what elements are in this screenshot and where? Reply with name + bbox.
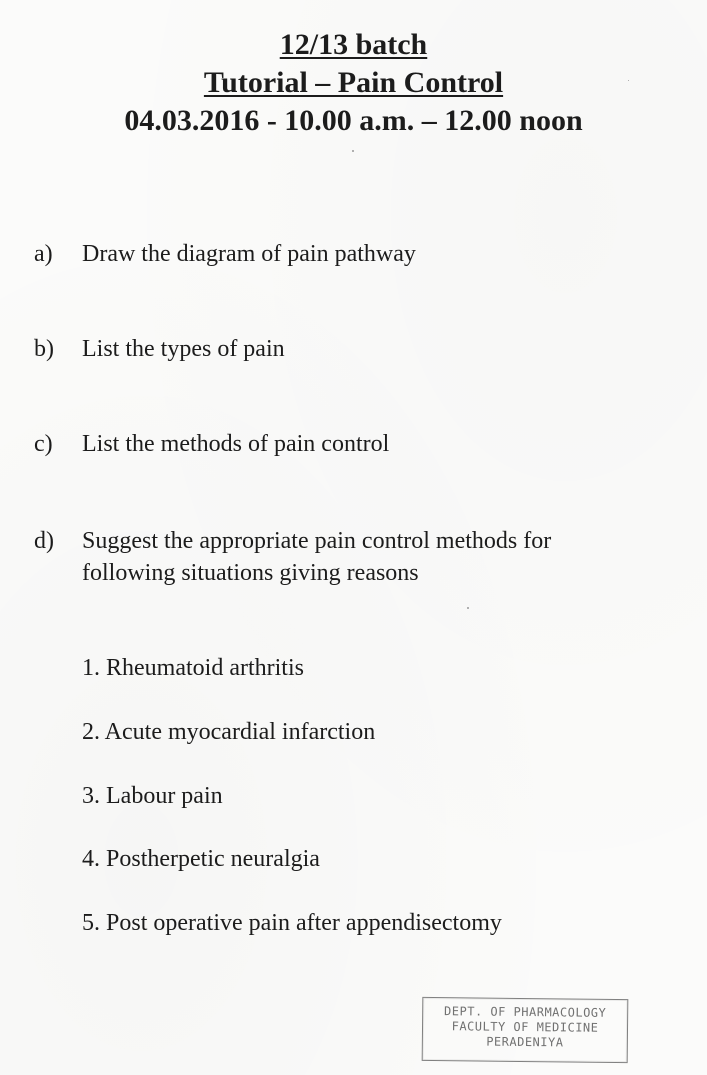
stamp-line: DEPT. OF PHARMACOLOGY bbox=[444, 1004, 607, 1020]
document-header bbox=[0, 26, 707, 140]
list-item: 5. Post operative pain after appendisectomy bbox=[82, 910, 502, 936]
list-item: 3. Labour pain bbox=[82, 783, 223, 809]
scan-speck bbox=[352, 150, 354, 152]
scan-speck bbox=[628, 80, 629, 81]
stamp-line: PERADENIYA bbox=[486, 1034, 564, 1050]
question-text: List the types of pain bbox=[82, 336, 285, 362]
list-item: 1. Rheumatoid arthritis bbox=[82, 655, 304, 681]
question-label: b) bbox=[34, 336, 54, 362]
question-label: d) bbox=[34, 528, 54, 554]
question-text: Suggest the appropriate pain control methods for following situations giving reasons bbox=[82, 528, 552, 586]
stamp-line: FACULTY OF MEDICINE bbox=[451, 1019, 599, 1035]
question-label: a) bbox=[34, 241, 53, 267]
question-text: List the methods of pain control bbox=[82, 431, 390, 457]
list-item: 4. Postherpetic neuralgia bbox=[82, 846, 320, 872]
question-text: Draw the diagram of pain pathway bbox=[82, 241, 416, 267]
department-stamp bbox=[422, 997, 629, 1063]
list-item: 2. Acute myocardial infarction bbox=[82, 719, 376, 745]
session-datetime: 04.03.2016 - 10.00 a.m. – 12.00 noon bbox=[124, 104, 583, 137]
scan-speck bbox=[467, 607, 469, 609]
question-label: c) bbox=[34, 431, 53, 457]
batch-heading: 12/13 batch bbox=[279, 28, 428, 61]
tutorial-title: Tutorial – Pain Control bbox=[203, 66, 504, 99]
